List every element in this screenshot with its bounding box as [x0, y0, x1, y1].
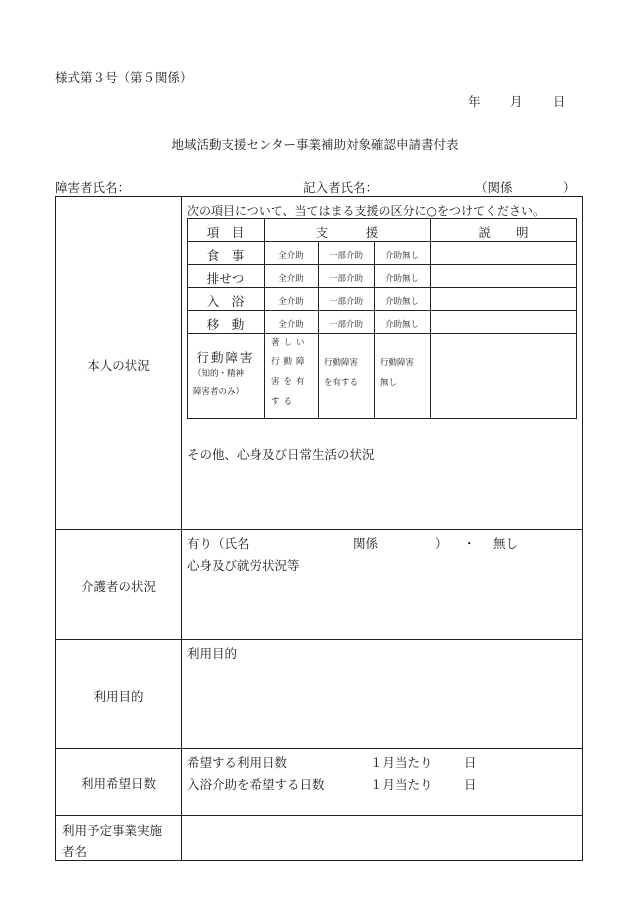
support-table-col3 [374, 241, 375, 419]
option-full[interactable]: 全介助 [278, 274, 304, 284]
support-table-head-line [187, 241, 577, 242]
usage-days-label: 希望する利用日数 [187, 755, 288, 770]
option-none[interactable]: 介助無し [384, 297, 419, 307]
provider-label-line1: 利用予定事業実施 [62, 823, 163, 838]
usage-days-unit: 日 [464, 755, 477, 770]
caregiver-has-label[interactable]: 有り（氏名 [187, 536, 250, 551]
support-table-line3 [187, 310, 577, 311]
option-none[interactable]: 介助無し [384, 274, 419, 284]
date-month: 月 [510, 94, 523, 109]
row-divider-1 [55, 529, 583, 530]
other-status-text[interactable]: その他、心身及び日常生活の状況 [187, 447, 375, 462]
behavior-option-none-l1: 行動障害 [380, 358, 415, 368]
support-table-col2 [318, 241, 319, 419]
caregiver-none-label[interactable]: 無し [493, 536, 519, 551]
purpose-label: 利用目的 [93, 689, 144, 704]
page-title: 地域活動支援センター事業補助対象確認申請書付表 [171, 137, 459, 152]
provider-name-field[interactable] [182, 816, 582, 860]
behavior-item-name: 行動障害 [196, 350, 255, 365]
purpose-field-label[interactable]: 利用目的 [187, 646, 238, 661]
row-divider-3 [55, 748, 583, 749]
option-full[interactable]: 全介助 [278, 320, 304, 330]
item-name: 食 事 [206, 248, 245, 263]
date-year: 年 [468, 94, 481, 109]
caregiver-detail-label[interactable]: 心身及び就労状況等 [187, 558, 300, 573]
option-partial[interactable]: 一部介助 [328, 320, 363, 330]
col-item-header: 項 目 [206, 225, 245, 240]
support-table-line2 [187, 287, 577, 288]
behavior-note-line2: 障害者のみ） [193, 387, 245, 397]
option-full[interactable]: 全介助 [278, 297, 304, 307]
provider-label-line2: 者名 [62, 844, 88, 859]
caregiver-label: 介護者の状況 [80, 579, 156, 594]
option-partial[interactable]: 一部介助 [328, 274, 363, 284]
instruction-text: 次の項目について、当てはまる支援の区分に○をつけてください。 [187, 204, 545, 218]
caregiver-relation-label: 関係 [353, 536, 379, 551]
writer-name-label: 記入者氏名： [303, 180, 379, 195]
bath-days-label: 入浴介助を希望する日数 [187, 777, 325, 792]
behavior-option-severe-l4: する [271, 397, 297, 407]
relation-open: （関係 [475, 180, 513, 195]
behavior-option-has-l1: 行動障害 [324, 358, 359, 368]
support-table-line4 [187, 333, 577, 334]
bath-days-per: １月当たり [370, 777, 433, 792]
days-label: 利用希望日数 [80, 776, 156, 791]
relation-close: ） [563, 180, 576, 195]
option-partial[interactable]: 一部介助 [328, 297, 363, 307]
option-full[interactable]: 全介助 [278, 251, 304, 261]
item-name: 入 浴 [206, 294, 245, 309]
behavior-option-severe-l1: 著しい [271, 338, 309, 348]
row-divider-2 [55, 639, 583, 640]
item-name: 排せつ [206, 271, 245, 286]
caregiver-close: ） [435, 536, 448, 551]
form-number: 様式第３号（第５関係） [55, 70, 193, 85]
option-none[interactable]: 介助無し [384, 320, 419, 330]
item-name: 移 動 [206, 317, 245, 332]
self-status-label: 本人の状況 [87, 358, 150, 373]
behavior-option-severe-l3: 害を有 [271, 377, 309, 387]
date-day: 日 [553, 94, 566, 109]
option-partial[interactable]: 一部介助 [328, 251, 363, 261]
option-none[interactable]: 介助無し [384, 251, 419, 261]
behavior-option-none-l2: 無し [380, 378, 398, 388]
behavior-option-has-l2: を有する [324, 378, 359, 388]
bath-days-unit: 日 [464, 777, 477, 792]
behavior-note-line1: （知的・精神 [193, 369, 245, 379]
col-explain-header: 説 明 [478, 225, 529, 240]
caregiver-dot: ・ [463, 536, 476, 551]
usage-days-per: １月当たり [370, 755, 433, 770]
support-table-line1 [187, 264, 577, 265]
col-support-header: 支 援 [315, 225, 379, 240]
behavior-option-severe-l2: 行動障 [271, 357, 309, 367]
applicant-name-label: 障害者氏名： [55, 180, 131, 195]
support-table-col-explain [430, 218, 431, 419]
